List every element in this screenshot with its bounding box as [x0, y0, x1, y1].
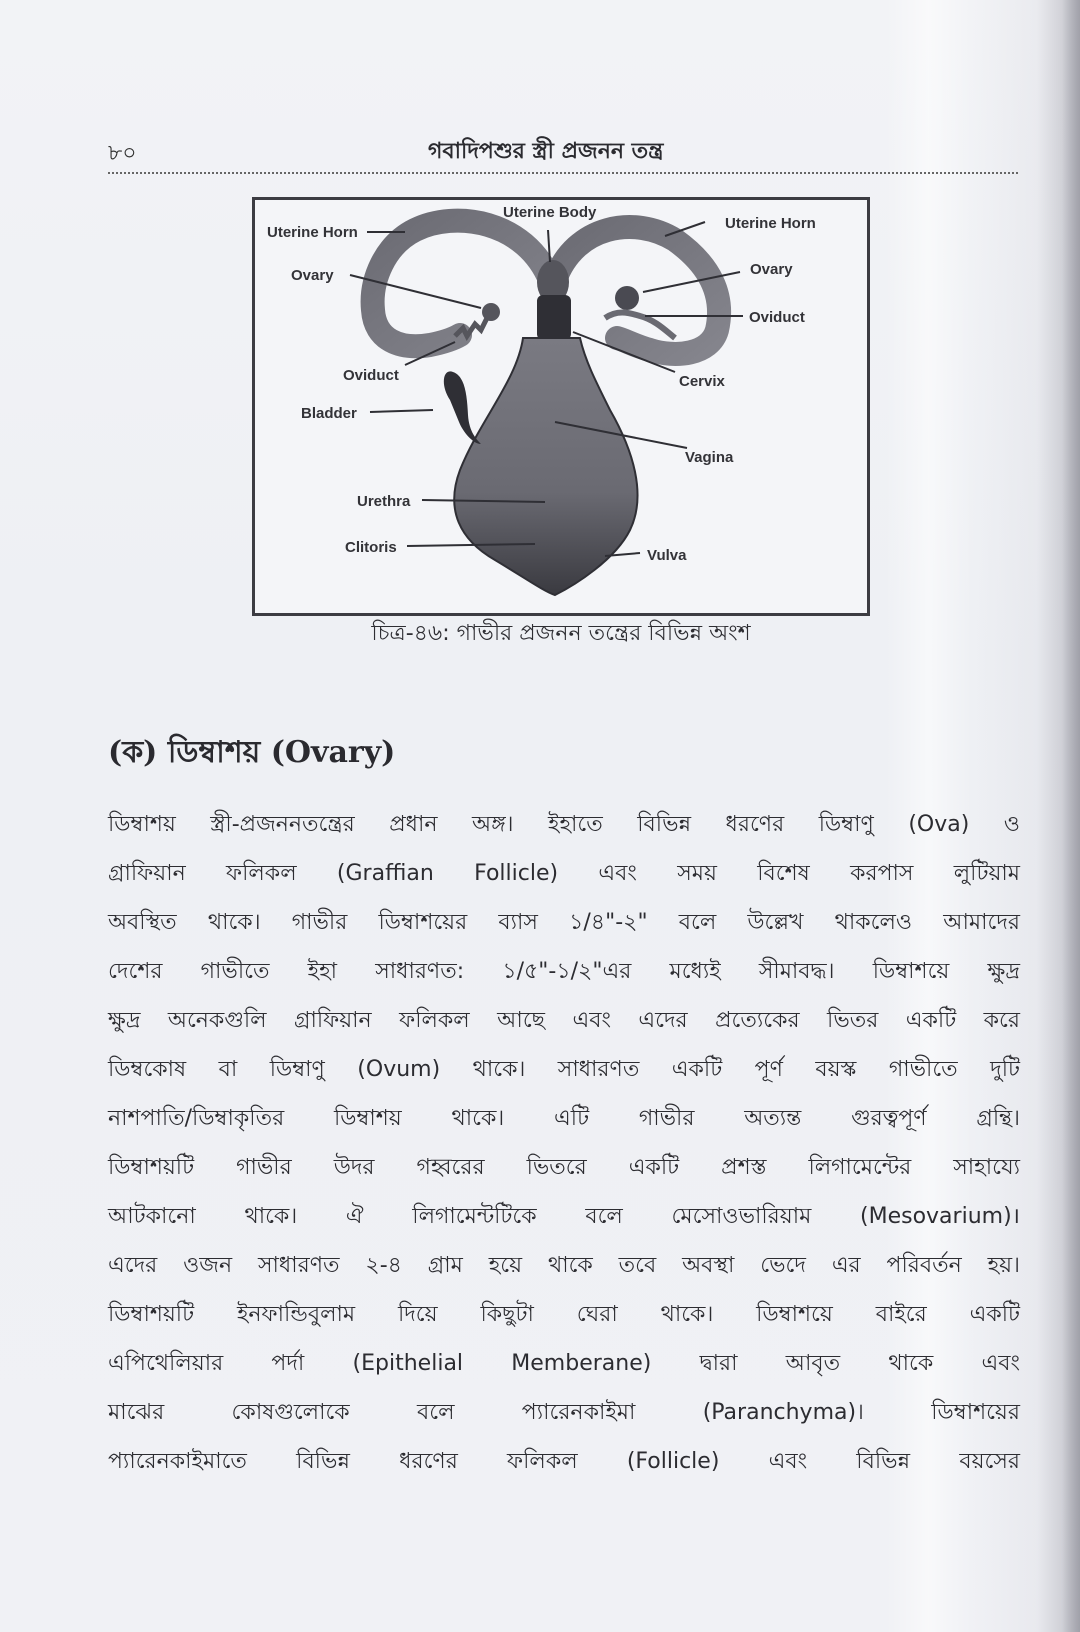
- reproductive-tract-figure: [252, 197, 870, 616]
- label-ovary-left: Ovary: [291, 267, 334, 284]
- section-heading: (ক) ডিম্বাশয় (Ovary): [108, 735, 396, 770]
- label-urethra: Urethra: [357, 493, 411, 510]
- paragraph-line: ক্ষুদ্র অনেকগুলি গ্রাফিয়ান ফলিকল আছে এবং এদের প্রত্যেকের ভিতর একটি করে: [108, 1008, 1020, 1033]
- paragraph-line: এপিথেলিয়ার পর্দা (Epithelial Memberane) দ্বারা আবৃত থাকে এবং: [108, 1351, 1020, 1376]
- paragraph-line: প্যারেনকাইমাতে বিভিন্ন ধরণের ফলিকল (Follicle) এবং বিভিন্ন বয়সের: [108, 1449, 1020, 1474]
- paragraph-line: আটকানো থাকে। ঐ লিগামেন্টটিকে বলে মেসোওভারিয়াম (Mesovarium)।: [108, 1204, 1020, 1229]
- figure-caption: চিত্র-৪৬: গাভীর প্রজনন তন্ত্রের বিভিন্ন অংশ: [371, 621, 751, 646]
- paragraph-line: ডিম্বাশয় স্ত্রী-প্রজননতন্ত্রের প্রধান অঙ্গ। ইহাতে বিভিন্ন ধরণের ডিম্বাণু (Ova) ও: [108, 812, 1020, 837]
- paragraph-line: দেশের গাভীতে ইহা সাধারণত: ১/৫"-১/২"এর মধ্যেই সীমাবদ্ধ। ডিম্বাশয়ে ক্ষুদ্র: [108, 959, 1020, 984]
- label-ovary-right: Ovary: [750, 261, 793, 278]
- label-bladder: Bladder: [301, 405, 357, 422]
- paragraph-line: অবস্থিত থাকে। গাভীর ডিম্বাশয়ের ব্যাস ১/৪"-২" বলে উল্লেখ থাকলেও আমাদের: [108, 910, 1020, 935]
- body-paragraph: [108, 800, 1020, 1486]
- reproductive-tract-diagram: [255, 200, 867, 613]
- paragraph-line: গ্রাফিয়ান ফলিকল (Graffian Follicle) এবং সময় বিশেষ করপাস লুটিয়াম: [108, 861, 1020, 886]
- label-vagina: Vagina: [685, 449, 734, 466]
- label-oviduct-right: Oviduct: [749, 309, 805, 326]
- label-cervix: Cervix: [679, 373, 725, 390]
- paragraph-line: নাশপাতি/ডিম্বাকৃতির ডিম্বাশয় থাকে। এটি গাভীর অত্যন্ত গুরত্বপূর্ণ গ্রন্থি।: [108, 1106, 1020, 1131]
- paragraph-line: ডিম্বকোষ বা ডিম্বাণু (Ovum) থাকে। সাধারণত একটি পূর্ণ বয়স্ক গাভীতে দুটি: [108, 1057, 1020, 1082]
- label-clitoris: Clitoris: [345, 539, 397, 556]
- paragraph-line: মাঝের কোষগুলোকে বলে প্যারেনকাইমা (Paranchyma)। ডিম্বাশয়ের: [108, 1400, 1020, 1425]
- page-curl-shadow: [1062, 0, 1080, 1632]
- page-header: [108, 132, 1018, 172]
- right-ovary-shape: [615, 286, 639, 310]
- page-number: ৮০: [108, 141, 137, 166]
- bladder-shape: [444, 371, 481, 444]
- paragraph-line: ডিম্বাশয়টি গাভীর উদর গহ্বরের ভিতরে একটি প্রশস্ত লিগামেন্টের সাহায্যে: [108, 1155, 1020, 1180]
- header-dotted-rule: [108, 172, 1018, 174]
- cervix-shape: [537, 295, 571, 340]
- running-title: গবাদিপশুর স্ত্রী প্রজনন তন্ত্র: [428, 139, 664, 164]
- paragraph-line: এদের ওজন সাধারণত ২-৪ গ্রাম হয়ে থাকে তবে অবস্থা ভেদে এর পরিবর্তন হয়।: [108, 1253, 1020, 1278]
- label-uterine-horn-right: Uterine Horn: [725, 215, 816, 232]
- label-uterine-body: Uterine Body: [503, 204, 597, 221]
- label-oviduct-left: Oviduct: [343, 367, 399, 384]
- label-vulva: Vulva: [647, 547, 687, 564]
- paragraph-line: ডিম্বাশয়টি ইনফান্ডিবুলাম দিয়ে কিছুটা ঘেরা থাকে। ডিম্বাশয়ে বাইরে একটি: [108, 1302, 1020, 1327]
- label-uterine-horn-left: Uterine Horn: [267, 224, 358, 241]
